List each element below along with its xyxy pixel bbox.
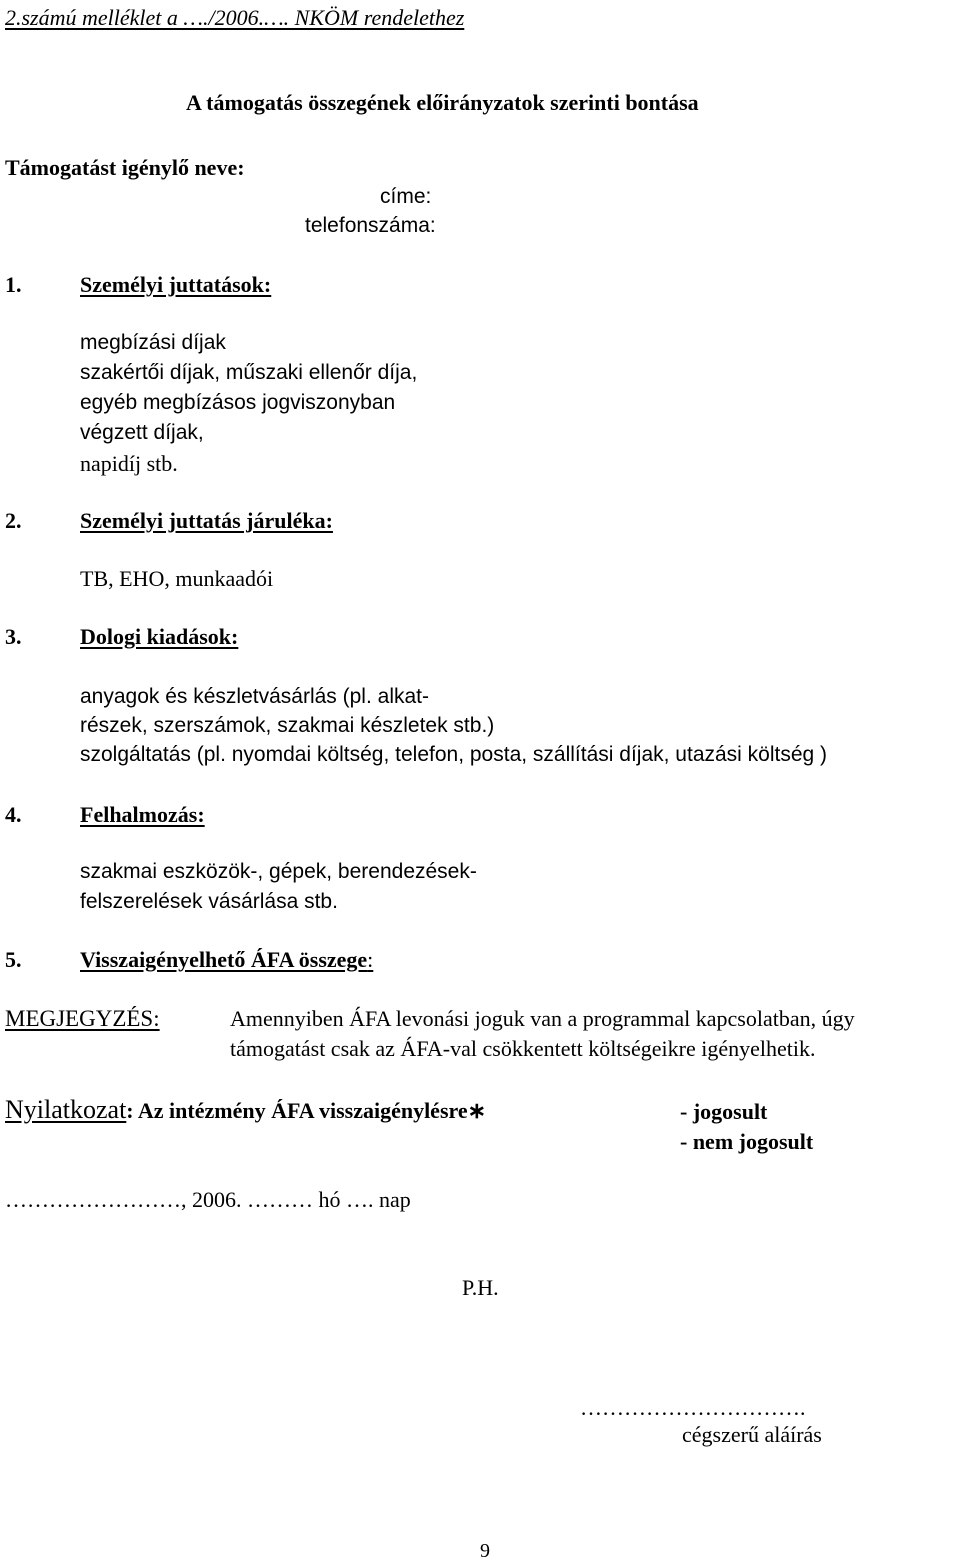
applicant-address-label: címe: — [380, 185, 432, 208]
applicant-phone-label: telefonszáma: — [305, 214, 436, 237]
annex-reference — [5, 5, 464, 30]
document-title: A támogatás összegének előirányzatok szerinti bontása — [186, 90, 699, 115]
signature-line: …………………………. — [580, 1395, 806, 1420]
stamp-placeholder: P.H. — [462, 1275, 499, 1300]
declaration-text: : Az intézmény ÁFA visszaigénylésre — [126, 1098, 468, 1123]
section-1-item: egyéb megbízásos jogviszonyban — [80, 391, 396, 414]
annex-prefix: 2. — [5, 5, 22, 30]
section-5-heading: Visszaigényelhető ÁFA összege: — [80, 947, 374, 972]
section-3-item: szolgáltatás (pl. nyomdai költség, telefon, posta, szállítási díjak, utazási költség ) — [80, 743, 828, 766]
signature-label: cégszerű aláírás — [682, 1422, 822, 1447]
section-4-item: szakmai eszközök-, gépek, berendezések- — [80, 860, 477, 883]
section-2-number: 2. — [5, 508, 22, 533]
applicant-name-label: Támogatást igénylő neve: — [5, 155, 245, 180]
declaration-label: Nyilatkozat — [5, 1095, 127, 1124]
note-line: Amennyiben ÁFA levonási joguk van a programmal kapcsolatban, úgy — [230, 1006, 855, 1031]
section-1-heading: Személyi juttatások: — [80, 272, 272, 297]
section-3-number: 3. — [5, 624, 22, 649]
section-5-number: 5. — [5, 947, 22, 972]
section-1-item: szakértői díjak, műszaki ellenőr díja, — [80, 361, 418, 384]
note-label: MEGJEGYZÉS: — [5, 1006, 160, 1031]
section-3-item: anyagok és készletvásárlás (pl. alkat- — [80, 685, 429, 708]
declaration-option-entitled: - jogosult — [680, 1099, 768, 1124]
date-line: ……………………, 2006. ……… hó …. nap — [5, 1187, 411, 1212]
section-1-item: megbízási díjak — [80, 331, 226, 354]
declaration — [5, 1095, 486, 1125]
section-1-item: végzett díjak, — [80, 421, 204, 444]
section-2-item: TB, EHO, munkaadói — [80, 566, 274, 591]
section-4-heading: Felhalmozás: — [80, 802, 205, 827]
annex-text: számú melléklet a …./2006.…. NKÖM rendelethez — [21, 5, 465, 30]
page-number: 9 — [480, 1540, 490, 1562]
section-3-item: részek, szerszámok, szakmai készletek stb.) — [80, 714, 495, 737]
asterisk-icon: ∗ — [467, 1098, 487, 1123]
declaration-option-not-entitled: - nem jogosult — [680, 1129, 814, 1154]
section-1-number: 1. — [5, 272, 22, 297]
section-4-number: 4. — [5, 802, 22, 827]
note-line: támogatást csak az ÁFA-val csökkentett költségeikre igényelhetik. — [230, 1036, 816, 1061]
section-4-item: felszerelések vásárlása stb. — [80, 890, 338, 913]
section-3-heading: Dologi kiadások: — [80, 624, 239, 649]
section-2-heading: Személyi juttatás járuléka: — [80, 508, 333, 533]
section-1-item: napidíj stb. — [80, 451, 178, 476]
